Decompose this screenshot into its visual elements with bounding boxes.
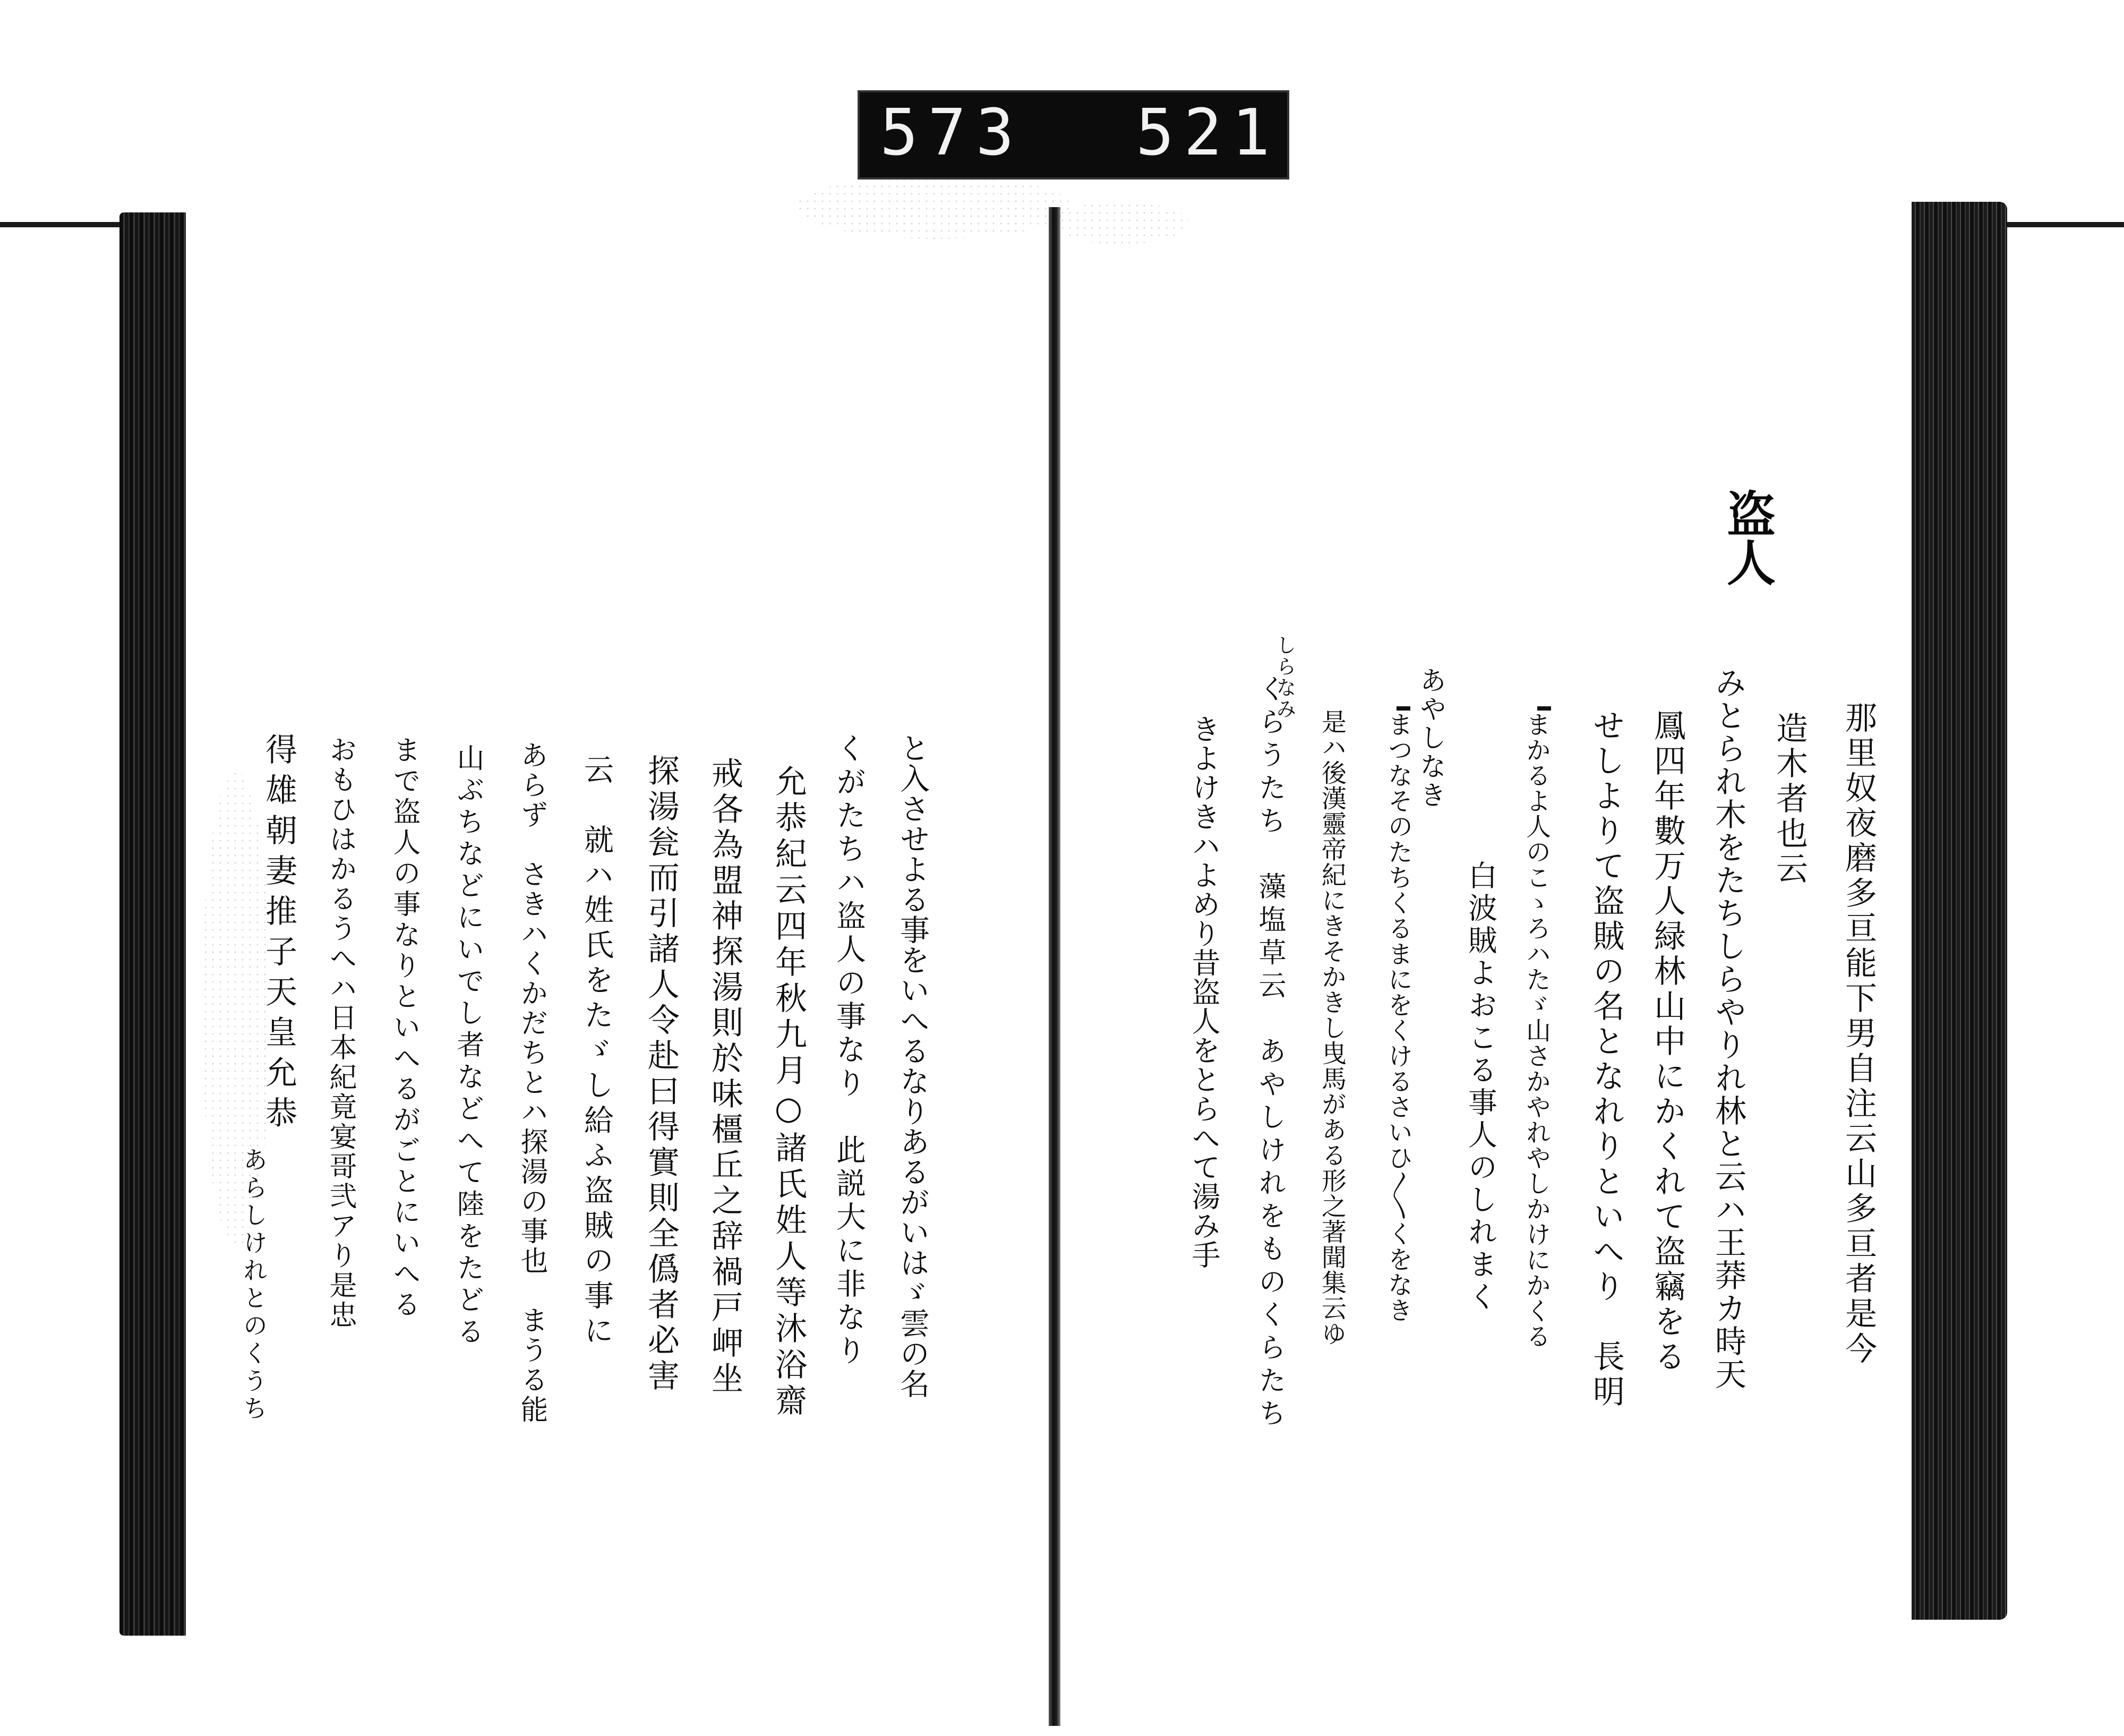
text-column: 得雄朝妻推子天皇允恭 <box>260 733 297 1136</box>
text-column: 那里奴夜磨多亘能下男自注云山多亘者是今 <box>1840 701 1877 1367</box>
book-edge-right <box>1912 202 2007 1620</box>
section-heading: 盗人 <box>1719 489 1776 586</box>
text-column: くらうたち 藻塩草云 あやしけれをものくらたち <box>1254 674 1286 1432</box>
book-spine <box>1049 207 1060 1726</box>
plate-number-left: 573 <box>880 96 1024 170</box>
text-column: 探湯瓮而引諸人令赴曰得實則全僞者必害 <box>643 754 680 1395</box>
text-column: まかるよ人のこゝろハたゞ山さかやれやしかけにかくる <box>1522 712 1551 1349</box>
archive-number-plate <box>858 90 1289 179</box>
text-column: 戒各為盟神探湯則於味橿丘之辞禍戸岬坐 <box>706 757 743 1397</box>
text-column: 造木者也云 <box>1771 712 1808 887</box>
plate-number-right: 521 <box>1136 96 1280 170</box>
text-column: と入させよる事をいへるなりあるがいはゞ雲の名 <box>895 733 930 1399</box>
text-column: あやしなき <box>1416 666 1446 810</box>
text-column: 白波賊よおこる事人のしれまく <box>1463 860 1497 1314</box>
book-edge-left <box>119 212 186 1636</box>
scan-noise <box>1051 202 1189 244</box>
desk-edge-line-right <box>2007 222 2124 227</box>
text-column: あらしけれとのくうち <box>239 1147 268 1423</box>
text-column: 云 就ハ姓氏をたゞし給ふ盗賊の事に <box>579 754 614 1350</box>
bracket-mark <box>1397 706 1410 711</box>
text-column: おもひはかるうへハ日本紀竟宴哥弐アり是忠 <box>324 736 356 1330</box>
text-column: まつなそのたちくるまにをくけるさいひ〳〵くをなき <box>1384 712 1413 1323</box>
text-column: 山ぶちなどにいでし者などへて陸をたどる <box>452 743 484 1349</box>
text-column: 鳳四年數万人緑林山中にかくれて盗竊をる <box>1649 709 1686 1375</box>
text-column: あらず さきハくかだちとハ探湯の事也 まうる能 <box>516 741 547 1425</box>
text-column: 允恭紀云四年秋九月○諸氏姓人等沐浴齋 <box>770 765 807 1420</box>
scan-noise <box>796 175 1073 239</box>
text-column: しらなみ <box>1273 635 1296 720</box>
text-column: 是ハ後漢靈帝紀にきそかきし曳馬がある形之著聞集云ゆ <box>1317 709 1347 1346</box>
text-column: きよけきハよめり昔盗人をとらへて湯み手 <box>1187 714 1221 1269</box>
text-column: くがたちハ盗人の事なり 此説大に非なり <box>832 733 866 1369</box>
bracket-mark <box>1537 706 1551 711</box>
text-column: せしよりて盗賊の名となれりといへり 長明 <box>1588 709 1625 1410</box>
text-column: まで盗人の事なりといへるがごとにいへる <box>388 736 420 1321</box>
text-column: みとられ木をたちしらやりれ林と云ハ王莽カ時天 <box>1710 666 1746 1391</box>
